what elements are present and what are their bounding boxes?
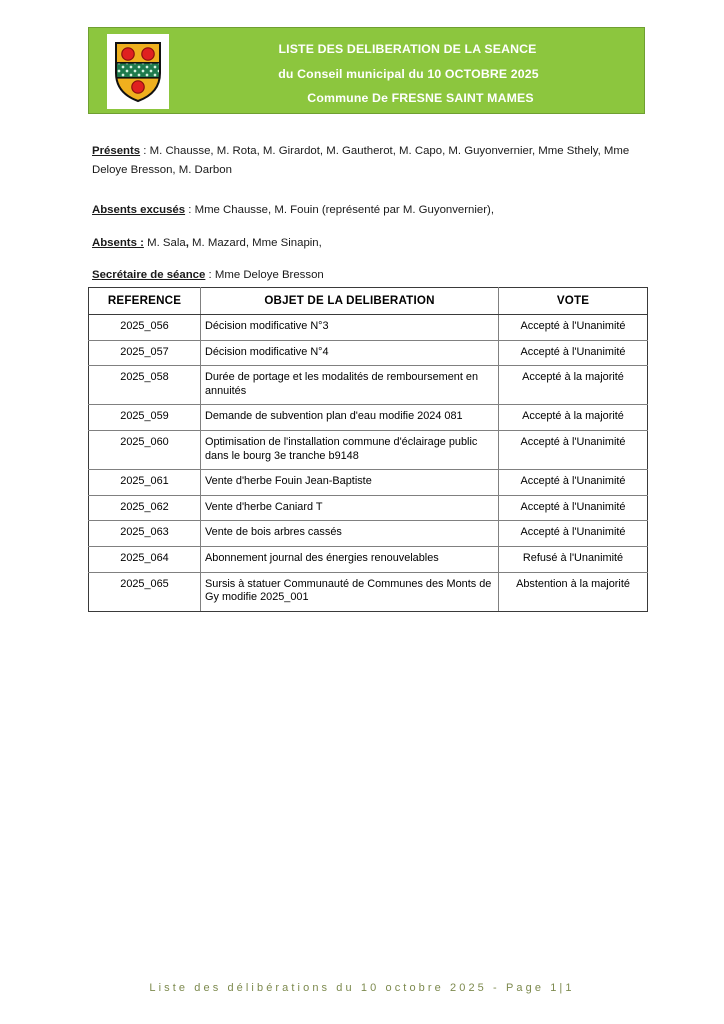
absents-excuses-label: Absents excusés [92,204,186,216]
cell-vote: Abstention à la majorité [499,572,648,611]
cell-vote: Accepté à l'Unanimité [499,315,648,341]
table-header [89,288,648,315]
cell-reference: 2025_064 [89,546,201,572]
absents-excuses-separator: : [185,204,195,216]
column-header-reference: REFERENCE [89,288,201,315]
presents-separator: : [140,145,150,157]
table-row [89,366,648,405]
cell-objet: Durée de portage et les modalités de remboursement en annuités [201,366,499,405]
coat-of-arms-shield-svg [113,41,163,103]
cell-reference: 2025_060 [89,430,201,469]
cell-vote: Accepté à l'Unanimité [499,521,648,547]
absents-label: Absents : [92,236,144,249]
cell-vote: Accepté à l'Unanimité [499,470,648,496]
cell-vote: Accepté à l'Unanimité [499,495,648,521]
presents-label: Présents [92,145,141,157]
cell-objet: Vente d'herbe Caniard T [201,495,499,521]
table-row [89,405,648,431]
table-row [89,470,648,496]
header-title-line-1: LISTE DES DELIBERATION DE LA SEANCE [278,42,537,56]
cell-vote: Accepté à l'Unanimité [499,340,648,366]
table-header-row [89,288,648,315]
table-row [89,572,648,611]
absents-excuses-line [92,201,644,220]
cell-reference: 2025_065 [89,572,201,611]
column-header-vote: VOTE [499,288,648,315]
cell-vote: Accepté à la majorité [499,366,648,405]
cell-vote: Accepté à l'Unanimité [499,430,648,469]
cell-reference: 2025_059 [89,405,201,431]
table-row [89,546,648,572]
cell-reference: 2025_057 [89,340,201,366]
cell-objet: Décision modificative N°4 [201,340,499,366]
cell-vote: Accepté à la majorité [499,405,648,431]
cell-objet: Décision modificative N°3 [201,315,499,341]
coat-of-arms-icon [107,34,169,109]
document-header-banner [88,27,645,114]
absents-line [92,234,644,253]
cell-objet: Vente de bois arbres cassés [201,521,499,547]
table-row [89,495,648,521]
secretaire-value: Mme Deloye Bresson [214,269,324,281]
presents-line [92,142,644,179]
cell-objet: Vente d'herbe Fouin Jean-Baptiste [201,470,499,496]
cell-reference: 2025_061 [89,470,201,496]
deliberations-table [88,287,648,612]
cell-objet: Sursis à statuer Communauté de Communes des Monts de Gy modifie 2025_001 [201,572,499,611]
cell-vote: Refusé à l'Unanimité [499,546,648,572]
cell-objet: Optimisation de l'installation commune d'éclairage public dans le bourg 3e tranche b9148 [201,430,499,469]
absents-value-rest: M. Mazard, Mme Sinapin, [188,236,322,249]
absents-excuses-value: Mme Chausse, M. Fouin (représenté par M. Guyonvernier), [194,204,495,216]
table-row [89,340,648,366]
presents-value: M. Chausse, M. Rota, M. Girardot, M. Gautherot, M. Capo, M. Guyonvernier, Mme Sthely, Mme Deloye Bresson, M. Darbon [92,145,630,176]
secretaire-line [92,266,644,285]
attendance-section [92,142,644,285]
column-header-objet: OBJET DE LA DELIBERATION [201,288,499,315]
secretaire-separator: : [205,269,215,281]
secretaire-label: Secrétaire de séance [92,269,206,281]
page-footer: Liste des délibérations du 10 octobre 2025 - Page 1|1 [149,982,575,994]
table-body [89,315,648,612]
cell-reference: 2025_063 [89,521,201,547]
table-row [89,315,648,341]
cell-reference: 2025_058 [89,366,201,405]
header-title-line-2: du Conseil municipal du 10 OCTOBRE 2025 [278,66,539,81]
cell-objet: Abonnement journal des énergies renouvelables [201,546,499,572]
header-title-block [185,38,636,106]
absents-value-first: M. Sala [147,236,186,249]
cell-reference: 2025_056 [89,315,201,341]
table-row [89,521,648,547]
header-title-line-3: Commune De FRESNE SAINT MAMES [307,91,534,105]
table-row [89,430,648,469]
cell-reference: 2025_062 [89,495,201,521]
cell-objet: Demande de subvention plan d'eau modifie 2024 081 [201,405,499,431]
absents-value-comma: , [185,236,189,249]
